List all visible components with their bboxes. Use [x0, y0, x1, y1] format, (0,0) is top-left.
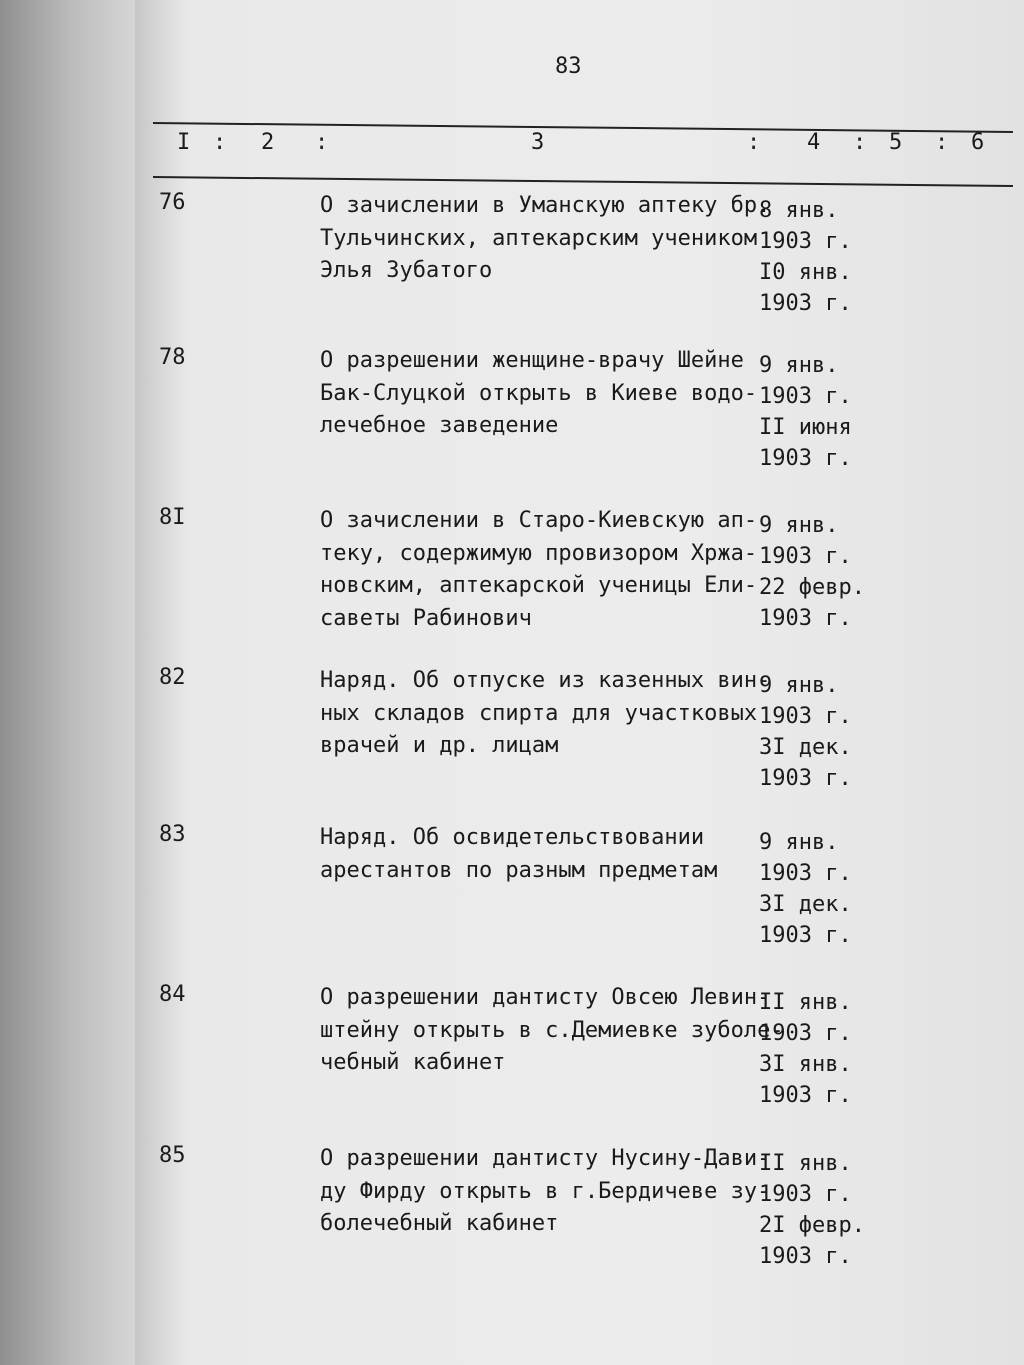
record-number: 84 [159, 982, 186, 1007]
record-description: Наряд. Об освидетельствовании арестантов по разным предметам [320, 825, 718, 883]
header-separator: : [213, 130, 227, 155]
record-number: 83 [159, 822, 186, 847]
header-bottom-rule [153, 176, 1013, 187]
header-separator: : [315, 130, 329, 155]
record-dates: II янв. 1903 г. 2I февр. 1903 г. [759, 1151, 865, 1269]
record-dates: 9 янв. 1903 г. 22 февр. 1903 г. [759, 513, 865, 631]
page-number: 83 [555, 54, 582, 79]
record-number: 8I [159, 505, 186, 530]
record-number: 78 [159, 345, 186, 370]
record-number: 76 [159, 190, 186, 215]
header-top-rule [153, 122, 1013, 133]
header-col-2: 2 [261, 130, 275, 155]
header-col-3: 3 [531, 130, 545, 155]
header-separator: : [853, 130, 867, 155]
record-number: 82 [159, 665, 186, 690]
record-description: О разрешении дантисту Овсею Левин- штейну открыть в с.Демиевке зуболе- чебный кабинет [320, 985, 784, 1075]
header-separator: : [747, 130, 761, 155]
record-number: 85 [159, 1143, 186, 1168]
adjacent-page-edge [0, 0, 135, 1365]
header-col-1: I [177, 130, 191, 155]
record-dates: II янв. 1903 г. 3I янв. 1903 г. [759, 990, 852, 1108]
record-description: О зачислении в Уманскую аптеку бр. Тульчинских, аптекарским учеником Элья Зубатого [320, 193, 771, 283]
header-col-5: 5 [889, 130, 903, 155]
record-dates: 9 янв. 1903 г. 3I дек. 1903 г. [759, 830, 852, 948]
record-description: О разрешении дантисту Нусину-Дави- ду Фирду открыть в г.Бердичеве зу- болечебный кабинет [320, 1146, 771, 1236]
record-description: О зачислении в Старо-Киевскую ап- теку, содержимую провизором Хржа- новским, аптекарской ученицы Ели- саветы Рабинович [320, 508, 758, 631]
document-page [135, 0, 1024, 1365]
header-col-6: 6 [971, 130, 985, 155]
record-dates: 9 янв. 1903 г. 3I дек. 1903 г. [759, 673, 852, 791]
record-description: О разрешении женщине-врачу Шейне Бак-Слуцкой открыть в Киеве водо- лечебное заведение [320, 348, 758, 438]
record-description: Наряд. Об отпуске из казенных вин- ных складов спирта для участковых врачей и др. лицам [320, 668, 771, 758]
record-dates: 8 янв. 1903 г. I0 янв. 1903 г. [759, 198, 852, 316]
record-dates: 9 янв. 1903 г. II июня 1903 г. [759, 353, 852, 471]
header-separator: : [935, 130, 949, 155]
header-col-4: 4 [807, 130, 821, 155]
